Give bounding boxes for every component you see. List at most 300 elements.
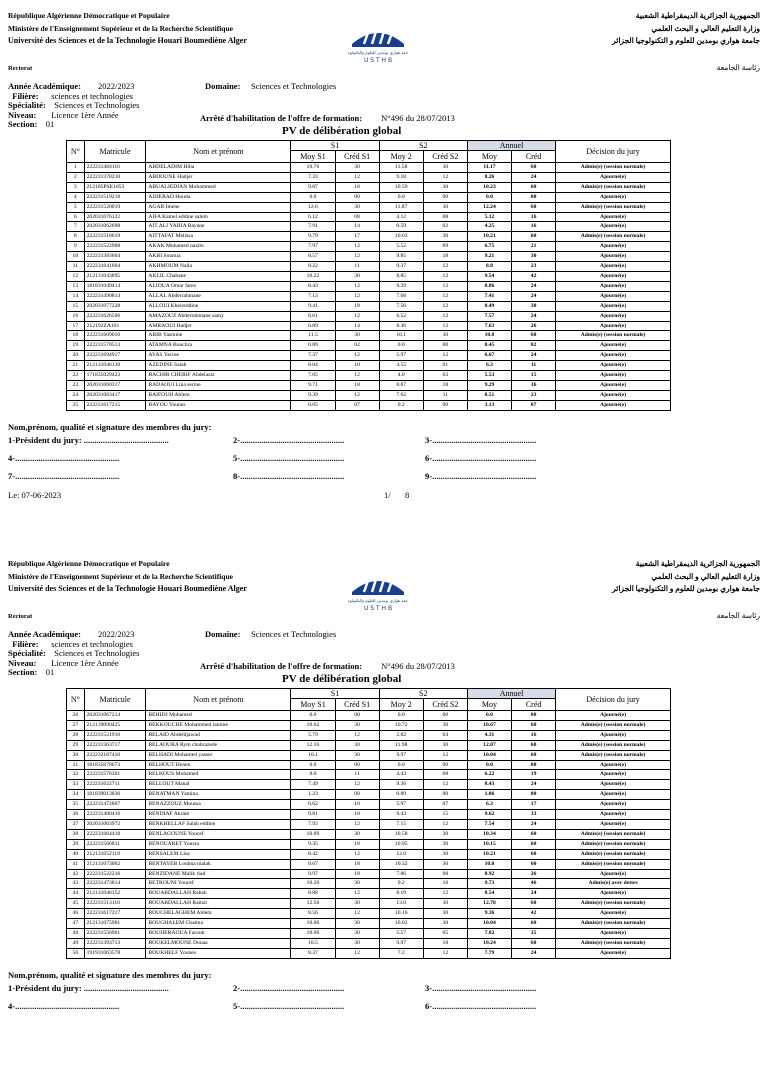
svg-text:U S T H B: U S T H B — [363, 57, 393, 64]
cell-cred-s2: 12 — [423, 351, 467, 361]
table-row — [67, 192, 671, 202]
cell-n: 3 — [67, 182, 85, 192]
cell-moy-s1: 10.5 — [291, 938, 335, 948]
rectorat-label-ar: رئاسة الجامعة — [716, 611, 760, 620]
cell-nom: BOUABDALLAH Ramzi — [146, 899, 291, 909]
col-nom: Nom et prénom — [146, 141, 291, 163]
table-row — [67, 202, 671, 212]
cell-moy-s2: 9.43 — [379, 810, 423, 820]
cell-moy-s1: 7.37 — [291, 351, 335, 361]
cell-moy-s2: 7.15 — [379, 819, 423, 829]
cell-cred: 60 — [512, 232, 556, 242]
cell-nom: AIT ALI YAHIA Rayane — [146, 222, 291, 232]
cell-cred: 24 — [512, 948, 556, 958]
cell-moy: 0.0 — [467, 760, 511, 770]
results-table — [66, 140, 671, 411]
cell-n: 35 — [67, 800, 85, 810]
cell-cred-s1: 30 — [335, 919, 379, 929]
cell-matricule: 222231626506 — [84, 311, 146, 321]
cell-matricule: 222231473814 — [84, 879, 146, 889]
cell-nom: AMAZOUZ Abderrahmane samy — [146, 311, 291, 321]
cell-moy-s1: 8.43 — [291, 281, 335, 291]
cell-moy: 9.73 — [467, 879, 511, 889]
cell-matricule: 181839013836 — [84, 790, 146, 800]
meta-block: Année Académique: 2022/2023 Filière: sciences et technologies Spécialité: Sciences et Technologies Niveau: Licence 1ère Année Section: 01 — [8, 81, 140, 129]
cell-n: 39 — [67, 839, 85, 849]
cell-n: 34 — [67, 790, 85, 800]
cell-cred-s2: 00 — [423, 400, 467, 410]
cell-decision: Ajourné(e) — [556, 819, 671, 829]
cell-moy-s1: 10.09 — [291, 829, 335, 839]
cell-moy: 8.26 — [467, 172, 511, 182]
cell-decision: Admis(e) (session normale) — [556, 899, 671, 909]
cell-cred-s2: 11 — [423, 390, 467, 400]
cell-cred-s1: 30 — [335, 928, 379, 938]
cell-n: 8 — [67, 232, 85, 242]
cell-moy-s1: 9.79 — [291, 232, 335, 242]
cell-cred-s2: 12 — [423, 948, 467, 958]
cell-cred-s1: 10 — [335, 800, 379, 810]
cell-moy: 6.3 — [467, 800, 511, 810]
cell-cred-s1: 12 — [335, 252, 379, 262]
cell-moy-s2: 9.18 — [379, 172, 423, 182]
cell-moy-s1: 8.0 — [291, 770, 335, 780]
table-row — [67, 780, 671, 790]
cell-cred-s2: 12 — [423, 819, 467, 829]
cell-n: 6 — [67, 212, 85, 222]
cell-decision: Ajourné(e) — [556, 928, 671, 938]
cell-cred-s2: 30 — [423, 740, 467, 750]
cell-moy-s2: 2.82 — [379, 730, 423, 740]
cell-moy-s2: 4.0 — [379, 371, 423, 381]
col-s1: S1 — [291, 141, 379, 151]
cell-decision: Ajourné(e) — [556, 889, 671, 899]
cell-cred: 17 — [512, 800, 556, 810]
cell-cred-s1: 30 — [335, 331, 379, 341]
cell-moy: 6.3 — [467, 361, 511, 371]
cell-nom: BELLOUT Manal — [146, 780, 291, 790]
table-row — [67, 928, 671, 938]
cell-nom: BACHIR CHERIF Abdelaziz — [146, 371, 291, 381]
cell-cred: 60 — [512, 331, 556, 341]
cell-moy-s2: 7.62 — [379, 390, 423, 400]
cell-nom: ABUALJEDIAN Mohammed — [146, 182, 291, 192]
cell-moy: 3.13 — [467, 400, 511, 410]
cell-cred: 16 — [512, 222, 556, 232]
cell-matricule: 222231472807 — [84, 800, 146, 810]
header-ministry-ar: وزارة التعليم العالي و البحث العلمي — [651, 23, 760, 33]
cell-moy: 1.06 — [467, 790, 511, 800]
signature-1: 1-Président du jury: ........................................ — [8, 435, 169, 445]
cell-nom: BOUHERAOUA Farouk — [146, 928, 291, 938]
cell-matricule: 222232187410 — [84, 750, 146, 760]
cell-moy-s2: 5.57 — [379, 928, 423, 938]
cell-matricule: 222231694917 — [84, 351, 146, 361]
svg-text:جامعة هواري بومدين للعلوم والت: جامعة هواري بومدين للعلوم والتكنولوجيا — [348, 598, 408, 603]
cell-decision: Ajourné(e) — [556, 390, 671, 400]
cell-decision: Ajourné(e) — [556, 711, 671, 721]
cell-cred-s2: 05 — [423, 928, 467, 938]
cell-matricule: 181831049414 — [84, 281, 146, 291]
cell-cred-s1: 12 — [335, 909, 379, 919]
cell-decision: Ajourné(e) — [556, 810, 671, 820]
cell-cred-s1: 12 — [335, 281, 379, 291]
cell-n: 45 — [67, 899, 85, 909]
cell-moy-s2: 11.58 — [379, 163, 423, 173]
cell-matricule: 222231490814 — [84, 291, 146, 301]
cell-moy-s1: 8.56 — [291, 909, 335, 919]
table-row — [67, 879, 671, 889]
cell-n: 48 — [67, 928, 85, 938]
cell-nom: BELAID Abdeldjawad — [146, 730, 291, 740]
col-matricule: Matricule — [84, 141, 146, 163]
cell-cred-s1: 14 — [335, 321, 379, 331]
cell-matricule: 191931063578 — [84, 948, 146, 958]
header-republic-ar: الجمهورية الجزائرية الديمقراطية الشعبية — [635, 11, 760, 20]
cell-matricule: 222231617217 — [84, 909, 146, 919]
cell-cred-s2: 12 — [423, 780, 467, 790]
cell-cred: 26 — [512, 869, 556, 879]
cell-cred-s2: 18 — [423, 938, 467, 948]
col-moy: Moy — [467, 699, 511, 711]
cell-cred: 24 — [512, 172, 556, 182]
cell-nom: BENZIDANE Malik riad — [146, 869, 291, 879]
cell-nom: AYAS Yacine — [146, 351, 291, 361]
col-cred-s1: Créd S1 — [335, 151, 379, 163]
cell-matricule: 212192ZA101 — [84, 321, 146, 331]
cell-moy-s1: 12.56 — [291, 899, 335, 909]
cell-moy-s1: 12.16 — [291, 740, 335, 750]
cell-cred-s1: 30 — [335, 899, 379, 909]
cell-moy: 9.54 — [467, 271, 511, 281]
pv-page-1 — [0, 0, 768, 520]
filiere-value: sciences et technologies — [51, 638, 133, 649]
cell-moy-s2: 7.2 — [379, 948, 423, 958]
cell-moy-s2: 0.2 — [379, 400, 423, 410]
cell-decision: Ajourné(e) — [556, 281, 671, 291]
cell-decision: Admis(e) (session normale) — [556, 740, 671, 750]
cell-nom: BEKKOUCHE Mohammed lamine — [146, 720, 291, 730]
cell-cred-s1: 30 — [335, 163, 379, 173]
cell-cred-s1: 30 — [335, 720, 379, 730]
cell-decision: Ajourné(e) — [556, 380, 671, 390]
signature-6: 6-................................................. — [425, 1001, 537, 1011]
cell-nom: BELHADI Mohamed yasser — [146, 750, 291, 760]
cell-matricule: 222231570513 — [84, 341, 146, 351]
cell-decision: Ajourné(e) — [556, 262, 671, 272]
cell-n: 9 — [67, 242, 85, 252]
cell-cred: 07 — [512, 400, 556, 410]
cell-moy-s2: 9.97 — [379, 938, 423, 948]
cell-matricule: 202031067214 — [84, 711, 146, 721]
cell-moy: 10.04 — [467, 750, 511, 760]
cell-matricule: 202031063972 — [84, 819, 146, 829]
cell-decision: Ajourné(e) — [556, 400, 671, 410]
cell-cred-s1: 12 — [335, 311, 379, 321]
cell-cred-s2: 08 — [423, 212, 467, 222]
cell-cred: 60 — [512, 919, 556, 929]
cell-moy-s2: 10.59 — [379, 182, 423, 192]
signature-4: 4-................................................. — [8, 1001, 120, 1011]
cell-decision: Ajourné(e) — [556, 760, 671, 770]
cell-matricule: 222231522216 — [84, 869, 146, 879]
signature-2: 2-................................................. — [233, 435, 345, 445]
col-cred-s2: Créd S2 — [423, 151, 467, 163]
cell-moy-s1: 6.89 — [291, 321, 335, 331]
meta-block: Année Académique: 2022/2023 Filière: sciences et technologies Spécialité: Sciences et Technologies Niveau: Licence 1ère Année Section: 01 — [8, 629, 140, 677]
cell-cred-s2: 12 — [423, 321, 467, 331]
header-university-ar: جامعة هواري بومدين للعلوم و التكنولوجيا الجزائر — [612, 584, 760, 593]
cell-cred-s1: 18 — [335, 859, 379, 869]
cell-n: 21 — [67, 361, 85, 371]
cell-cred-s2: 30 — [423, 859, 467, 869]
cell-moy-s1: 7.49 — [291, 780, 335, 790]
cell-moy-s1: 10.06 — [291, 919, 335, 929]
cell-n: 20 — [67, 351, 85, 361]
table-row — [67, 351, 671, 361]
header-ministry: Ministère de l'Enseignement Supérieur et de la Recherche Scientifique — [8, 571, 233, 581]
cell-n: 32 — [67, 770, 85, 780]
cell-decision: Ajourné(e) — [556, 361, 671, 371]
cell-cred: 60 — [512, 202, 556, 212]
cell-n: 13 — [67, 281, 85, 291]
cell-cred: 24 — [512, 281, 556, 291]
cell-moy-s2: 8.85 — [379, 271, 423, 281]
cell-matricule: 222231520019 — [84, 202, 146, 212]
table-row — [67, 800, 671, 810]
cell-cred-s1: 12 — [335, 351, 379, 361]
col-moy-s1: Moy S1 — [291, 151, 335, 163]
cell-decision: Ajourné(e) — [556, 291, 671, 301]
cell-nom: BOUKHELF Younes — [146, 948, 291, 958]
cell-cred-s2: 08 — [423, 869, 467, 879]
header-right — [612, 10, 760, 48]
cell-cred: 60 — [512, 720, 556, 730]
cell-moy-s2: 9.85 — [379, 252, 423, 262]
cell-cred: 02 — [512, 341, 556, 351]
cell-matricule: 212131046130 — [84, 361, 146, 371]
cell-cred-s1: 30 — [335, 202, 379, 212]
cell-cred: 30 — [512, 301, 556, 311]
cell-n: 43 — [67, 879, 85, 889]
signature-9: 9-................................................. — [425, 471, 537, 481]
header-republic: République Algérienne Démocratique et Populaire — [8, 559, 170, 568]
cell-cred-s1: 00 — [335, 790, 379, 800]
cell-moy-s2: 5.97 — [379, 351, 423, 361]
cell-moy-s2: 6.52 — [379, 311, 423, 321]
signature-5: 5-................................................. — [233, 453, 345, 463]
cell-cred-s1: 30 — [335, 829, 379, 839]
svg-text:U S T H B: U S T H B — [363, 605, 393, 612]
cell-moy-s1: 10.76 — [291, 163, 335, 173]
cell-moy-s2: 10.58 — [379, 829, 423, 839]
cell-decision: Ajourné(e) — [556, 790, 671, 800]
cell-cred: 60 — [512, 182, 556, 192]
cell-moy: 9.36 — [467, 909, 511, 919]
cell-matricule: 222231513110 — [84, 899, 146, 909]
cell-matricule: 202031062698 — [84, 222, 146, 232]
header-university: Université des Sciences et de la Technologie Houari Boumediène Alger — [8, 36, 247, 45]
cell-cred: 15 — [512, 371, 556, 381]
cell-cred: 26 — [512, 321, 556, 331]
header-ministry-ar: وزارة التعليم العالي و البحث العلمي — [651, 571, 760, 581]
cell-n: 17 — [67, 321, 85, 331]
cell-moy: 7.54 — [467, 819, 511, 829]
cell-cred-s1: 30 — [335, 938, 379, 948]
cell-moy: 7.79 — [467, 948, 511, 958]
cell-nom: BEHIDJ Mohamed — [146, 711, 291, 721]
cell-nom: BOUCHELAGHEM Ahlem — [146, 909, 291, 919]
filiere-value: sciences et technologies — [51, 90, 133, 101]
signature-7: 7-................................................. — [8, 471, 120, 481]
cell-n: 23 — [67, 380, 85, 390]
cell-matricule: 222231566811 — [84, 839, 146, 849]
cell-cred-s1: 11 — [335, 770, 379, 780]
col-moy-s2: Moy 2 — [379, 151, 423, 163]
cell-nom: BENKHELLAF Salah eddine — [146, 819, 291, 829]
cell-nom: AZEDINE Salah — [146, 361, 291, 371]
cell-cred: 42 — [512, 271, 556, 281]
col-s2: S2 — [379, 689, 467, 699]
table-row — [67, 720, 671, 730]
col-decision: Décision du jury — [556, 141, 671, 163]
cell-moy: 8.8 — [467, 262, 511, 272]
cell-matricule: 222231484116 — [84, 163, 146, 173]
table-row — [67, 222, 671, 232]
cell-cred-s2: 12 — [423, 281, 467, 291]
cell-cred-s2: 30 — [423, 163, 467, 173]
cell-decision: Admis(e) (session normale) — [556, 720, 671, 730]
col-cred-s2: Créd S2 — [423, 699, 467, 711]
header-left — [8, 558, 247, 596]
cell-cred-s1: 10 — [335, 361, 379, 371]
cell-cred-s1: 14 — [335, 222, 379, 232]
cell-nom: ABDELADIM Hiba — [146, 163, 291, 173]
signatures-title: Nom,prénom, qualité et signature des membres du jury: — [8, 970, 212, 980]
cell-decision: Ajourné(e) — [556, 192, 671, 202]
cell-cred-s1: 30 — [335, 740, 379, 750]
cell-cred: 23 — [512, 390, 556, 400]
signatures-title: Nom,prénom, qualité et signature des membres du jury: — [8, 422, 212, 432]
cell-nom: BELKOUS Mohamed — [146, 770, 291, 780]
table-row — [67, 311, 671, 321]
cell-moy: 10.04 — [467, 919, 511, 929]
domaine-value: Sciences et Technologies — [251, 629, 337, 639]
cell-moy-s1: 8.42 — [291, 849, 335, 859]
cell-nom: ATAMNA Bouchra — [146, 341, 291, 351]
cell-n: 40 — [67, 849, 85, 859]
table-row — [67, 212, 671, 222]
cell-cred-s2: 30 — [423, 919, 467, 929]
cell-nom: AGAR Imene — [146, 202, 291, 212]
table-row — [67, 790, 671, 800]
cell-nom: BELAOURA Rym chahrazede — [146, 740, 291, 750]
table-row — [67, 829, 671, 839]
cell-matricule: 202031077228 — [84, 301, 146, 311]
cell-cred-s1: 30 — [335, 879, 379, 889]
cell-moy-s2: 9.2 — [379, 879, 423, 889]
header-right — [612, 558, 760, 596]
cell-n: 46 — [67, 909, 85, 919]
cell-cred: 35 — [512, 928, 556, 938]
cell-moy-s2: 9.37 — [379, 262, 423, 272]
cell-cred-s2: 12 — [423, 262, 467, 272]
cell-decision: Admis(e) (session normale) — [556, 232, 671, 242]
cell-matricule: 212131052119 — [84, 849, 146, 859]
cell-cred-s2: 30 — [423, 839, 467, 849]
cell-nom: AMRAOUI Hadjer — [146, 321, 291, 331]
cell-cred-s1: 12 — [335, 242, 379, 252]
cell-decision: Admis(e) (session normale) — [556, 750, 671, 760]
table-row — [67, 919, 671, 929]
cell-cred-s2: 18 — [423, 252, 467, 262]
cell-decision: Ajourné(e) — [556, 311, 671, 321]
cell-cred: 19 — [512, 770, 556, 780]
cell-moy-s2: 10.63 — [379, 232, 423, 242]
col-cred: Créd — [512, 151, 556, 163]
cell-moy-s2: 0.59 — [379, 222, 423, 232]
arrete-value: N°496 du 28/07/2013 — [381, 113, 455, 123]
cell-moy-s1: 0.0 — [291, 760, 335, 770]
table-row — [67, 859, 671, 869]
cell-n: 14 — [67, 291, 85, 301]
cell-n: 22 — [67, 371, 85, 381]
cell-moy-s2: 10.02 — [379, 919, 423, 929]
cell-nom: AKHMOUM Naila — [146, 262, 291, 272]
cell-n: 19 — [67, 341, 85, 351]
cell-matricule: 171835029423 — [84, 371, 146, 381]
cell-nom: BOUABDALLAH Rabah — [146, 889, 291, 899]
cell-cred-s1: 11 — [335, 262, 379, 272]
cell-moy-s2: 11.98 — [379, 740, 423, 750]
cell-moy-s1: 9.97 — [291, 869, 335, 879]
cell-n: 29 — [67, 740, 85, 750]
table-row — [67, 740, 671, 750]
cell-moy-s2: 10.1 — [379, 331, 423, 341]
cell-cred-s2: 12 — [423, 271, 467, 281]
arrete-block: Arrêté d'habilitation de l'offre de formation: N°496 du 28/07/2013 — [200, 113, 455, 123]
table-row — [67, 849, 671, 859]
table-row — [67, 760, 671, 770]
cell-cred-s2: 16 — [423, 879, 467, 889]
table-row — [67, 271, 671, 281]
table-row — [67, 750, 671, 760]
col-matricule: Matricule — [84, 689, 146, 711]
table-row — [67, 810, 671, 820]
cell-moy-s2: 9.97 — [379, 750, 423, 760]
cell-matricule: 222231383604 — [84, 252, 146, 262]
usthb-logo-icon — [348, 562, 408, 612]
cell-cred: 24 — [512, 819, 556, 829]
cell-decision: Admis(e) (session normale) — [556, 331, 671, 341]
section-value: 01 — [45, 119, 55, 129]
cell-n: 42 — [67, 869, 85, 879]
cell-moy-s1: 6.12 — [291, 212, 335, 222]
cell-nom: BADAOUI Lina serine — [146, 380, 291, 390]
arrete-value: N°496 du 28/07/2013 — [381, 661, 455, 671]
cell-decision: Admis(e) (session normale) — [556, 829, 671, 839]
domaine-block: Domaine: Sciences et Technologies — [205, 629, 337, 639]
col-n: N° — [67, 141, 85, 163]
cell-decision: Admis(e) avec dettes — [556, 879, 671, 889]
cell-n: 36 — [67, 810, 85, 820]
cell-moy: 10.34 — [467, 829, 511, 839]
cell-cred-s2: 15 — [423, 810, 467, 820]
cell-matricule: 212131073062 — [84, 859, 146, 869]
cell-matricule: 212131043895 — [84, 271, 146, 281]
cell-moy-s2: 7.56 — [379, 301, 423, 311]
cell-cred-s1: 18 — [335, 810, 379, 820]
